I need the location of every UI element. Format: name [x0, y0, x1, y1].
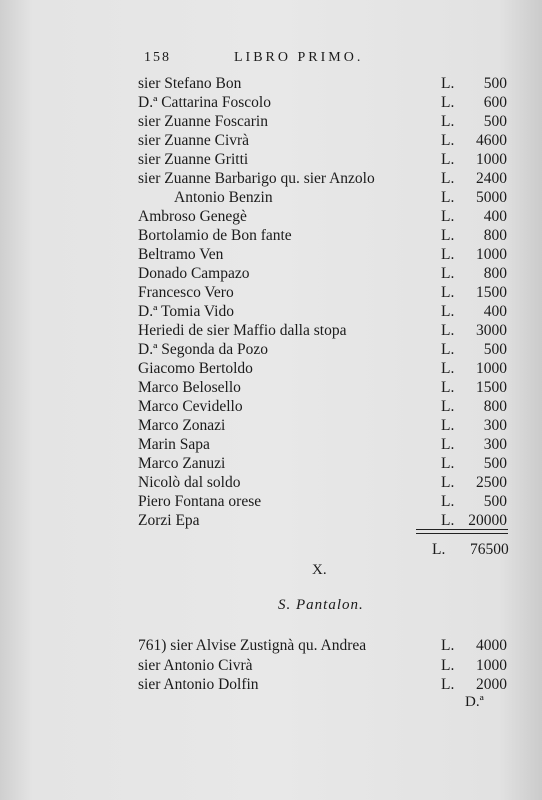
entry-currency: L. — [441, 474, 455, 491]
entry-currency: L. — [441, 360, 455, 377]
list-item — [138, 473, 513, 492]
list-item — [138, 454, 513, 473]
list-item — [138, 359, 513, 378]
entry-amount: 500 — [483, 75, 507, 92]
entry-amount: 2400 — [476, 170, 507, 187]
entry-name: Marco Belosello — [138, 379, 241, 396]
entry-amount: 400 — [483, 303, 507, 320]
list-item — [138, 302, 513, 321]
entry-currency: L. — [441, 656, 455, 674]
list-item — [138, 93, 513, 112]
entry-name: Marco Cevidello — [138, 398, 243, 415]
entries-list — [138, 74, 513, 530]
entry-amount: 20000 — [468, 512, 507, 529]
entry-name: Piero Fontana orese — [138, 493, 262, 510]
entry-amount: 300 — [483, 417, 507, 434]
entry-currency: L. — [441, 265, 455, 282]
list-item — [138, 378, 513, 397]
entry-currency: L. — [441, 246, 455, 263]
entries-list-2 — [138, 636, 513, 695]
entry-name: Bortolamio de Bon fante — [138, 227, 292, 244]
entry-name: Donado Campazo — [138, 265, 250, 282]
total-amount: 76500 — [470, 541, 509, 558]
catchword: D.ª — [465, 694, 484, 710]
entry-name: Beltramo Ven — [138, 246, 224, 263]
list-item — [138, 321, 513, 340]
entry-amount: 500 — [483, 493, 507, 510]
entry-amount: 500 — [483, 113, 507, 130]
entry-name: Heriedi de sier Maffio dalla stopa — [138, 322, 347, 339]
section-heading: S. Pantalon. — [278, 597, 364, 613]
entry-name: sier Antonio Civrà — [138, 656, 253, 674]
entry-currency: L. — [441, 208, 455, 225]
entry-name: Nicolò dal soldo — [138, 474, 241, 491]
entry-name: Marco Zonazi — [138, 417, 226, 434]
entry-amount: 1000 — [476, 246, 507, 263]
entry-name: sier Zuanne Foscarin — [138, 113, 268, 130]
entry-amount: 2000 — [476, 676, 507, 693]
entry-currency: L. — [441, 398, 455, 415]
section-number: X. — [312, 562, 327, 578]
list-item — [138, 207, 513, 226]
entry-currency: L. — [441, 637, 455, 654]
entry-currency: L. — [441, 322, 455, 339]
entry-name: D.ª Cattarina Foscolo — [138, 94, 271, 111]
list-item — [138, 636, 513, 656]
page-number: 158 — [144, 50, 171, 65]
entry-amount: 500 — [483, 341, 507, 358]
total-rule — [416, 529, 508, 530]
list-item — [138, 656, 513, 676]
entry-currency: L. — [441, 512, 455, 529]
entry-currency: L. — [441, 455, 455, 472]
list-item — [138, 74, 513, 93]
entry-currency: L. — [441, 189, 455, 206]
entry-amount: 400 — [483, 208, 507, 225]
entry-name: sier Zuanne Civrà — [138, 132, 250, 149]
list-item — [138, 150, 513, 169]
entry-amount: 4600 — [476, 132, 507, 149]
entry-currency: L. — [441, 113, 455, 130]
list-item — [138, 283, 513, 302]
entry-name: 761) sier Alvise Zustignà qu. Andrea — [138, 637, 367, 654]
list-item — [138, 112, 513, 131]
entry-amount: 2500 — [476, 474, 507, 491]
entry-amount: 3000 — [476, 322, 507, 339]
entry-currency: L. — [441, 341, 455, 358]
list-item — [138, 511, 513, 530]
entry-name: sier Zuanne Barbarigo qu. sier Anzolo — [138, 170, 375, 187]
entry-currency: L. — [441, 284, 455, 301]
entry-currency: L. — [441, 417, 455, 434]
entry-amount: 300 — [483, 436, 507, 453]
entry-amount: 500 — [483, 455, 507, 472]
list-item — [138, 226, 513, 245]
entry-currency: L. — [441, 676, 455, 693]
entry-currency: L. — [441, 493, 455, 510]
entry-name: Giacomo Bertoldo — [138, 360, 253, 377]
entry-currency: L. — [441, 151, 455, 168]
list-item — [138, 131, 513, 150]
list-item — [138, 435, 513, 454]
list-item — [138, 397, 513, 416]
running-title: LIBRO PRIMO. — [234, 50, 364, 65]
entry-name: Ambroso Genegè — [138, 208, 247, 225]
entry-name: Zorzi Epa — [138, 512, 200, 529]
list-item — [138, 340, 513, 359]
entry-name: sier Antonio Dolfin — [138, 676, 259, 693]
entry-amount: 1500 — [476, 379, 507, 396]
entry-currency: L. — [441, 436, 455, 453]
list-item — [138, 245, 513, 264]
total-line — [432, 541, 509, 559]
entry-amount: 4000 — [476, 637, 507, 654]
entry-currency: L. — [441, 379, 455, 396]
list-item — [138, 264, 513, 283]
entry-currency: L. — [441, 227, 455, 244]
entry-currency: L. — [441, 132, 455, 149]
entry-amount: 1000 — [476, 151, 507, 168]
entry-currency: L. — [441, 303, 455, 320]
list-item — [138, 169, 513, 188]
entry-amount: 600 — [483, 94, 507, 111]
total-currency: L. — [432, 541, 446, 558]
entry-amount: 1500 — [476, 284, 507, 301]
entry-name: D.ª Segonda da Pozo — [138, 341, 268, 358]
entry-name: Francesco Vero — [138, 284, 234, 301]
entry-name: sier Zuanne Gritti — [138, 151, 249, 168]
entry-name: D.ª Tomia Vido — [138, 303, 234, 320]
entry-name: Antonio Benzin — [174, 189, 273, 206]
total-rule-double — [416, 533, 508, 534]
entry-name: Marco Zanuzi — [138, 455, 226, 472]
entry-currency: L. — [441, 170, 455, 187]
entry-amount: 800 — [483, 398, 507, 415]
entry-amount: 800 — [483, 265, 507, 282]
entry-amount: 1000 — [476, 656, 507, 674]
entry-currency: L. — [441, 75, 455, 92]
entry-name: sier Stefano Bon — [138, 75, 242, 92]
list-item — [138, 675, 513, 695]
entry-amount: 1000 — [476, 360, 507, 377]
entry-currency: L. — [441, 94, 455, 111]
list-item — [138, 416, 513, 435]
entry-amount: 800 — [483, 227, 507, 244]
list-item — [138, 492, 513, 511]
list-item — [138, 188, 513, 207]
entry-name: Marin Sapa — [138, 436, 210, 453]
entry-amount: 5000 — [476, 189, 507, 206]
